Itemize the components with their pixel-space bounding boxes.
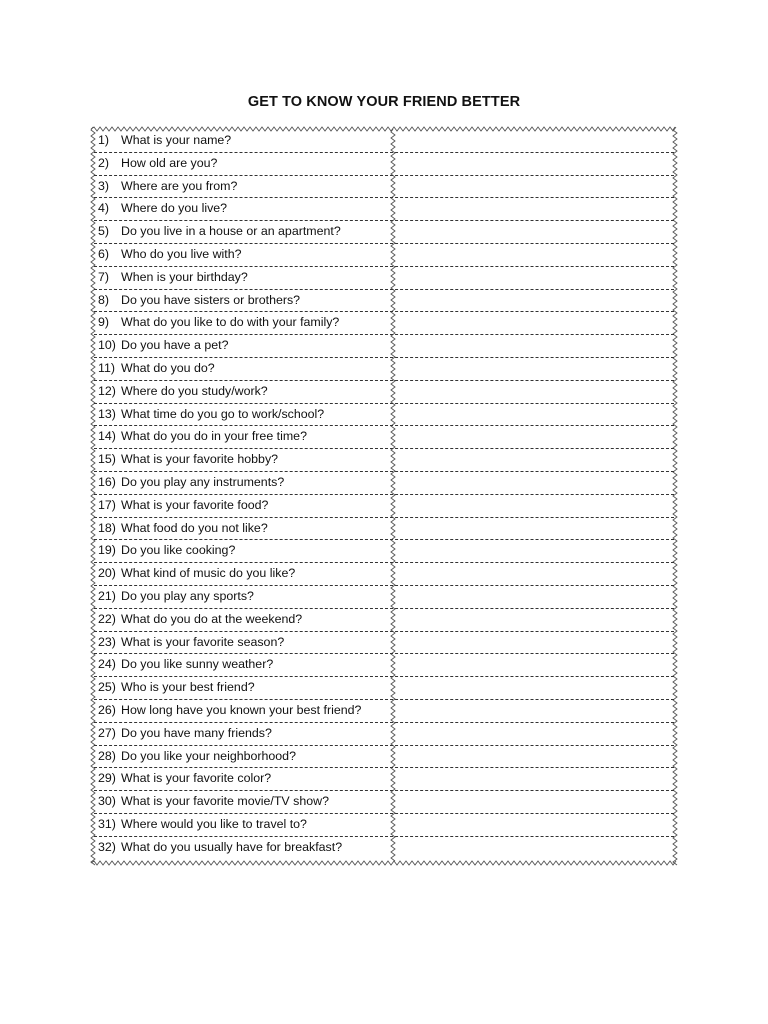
- question-number: 1): [98, 133, 110, 147]
- table-row: [94, 358, 674, 381]
- table-row: [94, 244, 674, 267]
- answer-cell[interactable]: [391, 130, 674, 152]
- question-text: What do you do?: [121, 360, 215, 375]
- answer-cell[interactable]: [391, 586, 674, 608]
- answer-cell[interactable]: [391, 335, 674, 357]
- question-cell: [94, 312, 391, 334]
- question-number: 29): [98, 771, 116, 786]
- answer-cell[interactable]: [391, 176, 674, 198]
- question-cell: [94, 221, 391, 243]
- question-text: Do you have sisters or brothers?: [121, 292, 301, 307]
- question-number: 19): [98, 543, 116, 558]
- answer-cell[interactable]: [391, 495, 674, 517]
- question-number: 18): [98, 520, 116, 535]
- question-cell: [94, 791, 391, 813]
- table-row: [94, 221, 674, 244]
- question-text: What food do you not like?: [121, 520, 268, 535]
- question-number: 20): [98, 566, 116, 581]
- question-text: What is your favorite season?: [121, 634, 285, 649]
- question-text: What do you usually have for breakfast?: [121, 839, 343, 854]
- question-cell: [94, 198, 391, 220]
- answer-cell[interactable]: [391, 381, 674, 403]
- question-text: Do you have many friends?: [121, 725, 272, 740]
- question-text: Do you have a pet?: [121, 338, 229, 353]
- answer-cell[interactable]: [391, 746, 674, 768]
- question-number: 30): [98, 794, 116, 809]
- question-number: 25): [98, 680, 116, 695]
- table-row: [94, 495, 674, 518]
- question-text: What do you like to do with your family?: [121, 315, 340, 330]
- question-cell: [94, 563, 391, 585]
- question-number: 4): [98, 201, 110, 216]
- question-number: 17): [98, 497, 116, 512]
- answer-cell[interactable]: [391, 654, 674, 676]
- table-row: [94, 198, 674, 221]
- table-row: [94, 449, 674, 472]
- table-row: [94, 153, 674, 176]
- question-text: What is your favorite color?: [121, 771, 272, 786]
- question-cell: [94, 746, 391, 768]
- question-cell: [94, 472, 391, 494]
- answer-cell[interactable]: [391, 267, 674, 289]
- answer-cell[interactable]: [391, 814, 674, 836]
- question-text: What is your favorite hobby?: [121, 452, 279, 467]
- table-row: [94, 472, 674, 495]
- question-number: 23): [98, 634, 116, 649]
- answer-cell[interactable]: [391, 312, 674, 334]
- table-row: [94, 290, 674, 313]
- question-text: How old are you?: [121, 155, 218, 170]
- question-number: 32): [98, 839, 116, 854]
- table-row: [94, 609, 674, 632]
- question-cell: [94, 426, 391, 448]
- answer-cell[interactable]: [391, 449, 674, 471]
- question-text: Where would you like to travel to?: [121, 816, 307, 831]
- question-text: What is your favorite food?: [121, 497, 269, 512]
- answer-cell[interactable]: [391, 244, 674, 266]
- answer-cell[interactable]: [391, 472, 674, 494]
- answer-cell[interactable]: [391, 518, 674, 540]
- table-row: [94, 723, 674, 746]
- question-cell: [94, 495, 391, 517]
- question-number: 13): [98, 406, 116, 421]
- question-cell: [94, 837, 391, 860]
- question-cell: [94, 609, 391, 631]
- question-number: 3): [98, 178, 110, 193]
- question-number: 15): [98, 452, 116, 467]
- table-row: [94, 426, 674, 449]
- table-row: [94, 746, 674, 769]
- question-number: 26): [98, 702, 116, 717]
- question-grid: [94, 130, 674, 860]
- question-cell: [94, 518, 391, 540]
- table-row: [94, 837, 674, 860]
- table-row: [94, 632, 674, 655]
- table-row: [94, 677, 674, 700]
- question-cell: [94, 244, 391, 266]
- question-cell: [94, 723, 391, 745]
- question-text: What is your favorite movie/TV show?: [121, 794, 329, 809]
- question-text: Do you play any instruments?: [121, 474, 285, 489]
- question-number: 21): [98, 588, 116, 603]
- answer-cell[interactable]: [391, 290, 674, 312]
- answer-cell[interactable]: [391, 358, 674, 380]
- question-text: Where do you study/work?: [121, 383, 268, 398]
- question-cell: [94, 153, 391, 175]
- question-text: What kind of music do you like?: [121, 566, 296, 581]
- question-text: Do you like cooking?: [121, 543, 236, 558]
- table-row: [94, 791, 674, 814]
- question-text: Who do you live with?: [121, 246, 242, 261]
- table-row: [94, 518, 674, 541]
- question-text: What do you do in your free time?: [121, 429, 307, 444]
- answer-cell[interactable]: [391, 153, 674, 175]
- question-cell: [94, 654, 391, 676]
- question-number: 6): [98, 246, 110, 261]
- question-number: 28): [98, 748, 116, 763]
- answer-cell[interactable]: [391, 837, 674, 860]
- question-cell: [94, 358, 391, 380]
- answer-cell[interactable]: [391, 563, 674, 585]
- question-number: 9): [98, 315, 110, 330]
- answer-cell[interactable]: [391, 609, 674, 631]
- question-cell: [94, 677, 391, 699]
- question-text: When is your birthday?: [121, 269, 248, 284]
- question-number: 22): [98, 611, 116, 626]
- question-number: 8): [98, 292, 110, 307]
- question-number: 31): [98, 816, 116, 831]
- answer-cell[interactable]: [391, 404, 674, 426]
- question-number: 11): [98, 360, 115, 375]
- table-row: [94, 130, 674, 153]
- answer-cell[interactable]: [391, 540, 674, 562]
- question-text: Do you like sunny weather?: [121, 657, 274, 672]
- question-cell: [94, 632, 391, 654]
- question-cell: [94, 290, 391, 312]
- question-text: Who is your best friend?: [121, 680, 255, 695]
- question-number: 5): [98, 224, 110, 239]
- question-cell: [94, 404, 391, 426]
- question-cell: [94, 768, 391, 790]
- question-cell: [94, 814, 391, 836]
- question-number: 10): [98, 338, 116, 353]
- answer-cell[interactable]: [391, 723, 674, 745]
- table-row: [94, 563, 674, 586]
- question-text: How long have you known your best friend?: [121, 702, 362, 717]
- question-cell: [94, 130, 391, 152]
- question-number: 12): [98, 383, 116, 398]
- question-cell: [94, 586, 391, 608]
- question-text: What time do you go to work/school?: [121, 406, 325, 421]
- answer-cell[interactable]: [391, 221, 674, 243]
- question-cell: [94, 381, 391, 403]
- question-text: Do you play any sports?: [121, 588, 254, 603]
- question-table: [90, 126, 678, 866]
- table-row: [94, 381, 674, 404]
- answer-cell[interactable]: [391, 700, 674, 722]
- table-row: [94, 586, 674, 609]
- table-row: [94, 768, 674, 791]
- question-number: 27): [98, 725, 116, 740]
- answer-cell[interactable]: [391, 677, 674, 699]
- table-row: [94, 814, 674, 837]
- question-number: 16): [98, 474, 116, 489]
- question-cell: [94, 176, 391, 198]
- answer-cell[interactable]: [391, 198, 674, 220]
- answer-cell[interactable]: [391, 632, 674, 654]
- question-cell: [94, 540, 391, 562]
- question-cell: [94, 700, 391, 722]
- question-text: Do you like your neighborhood?: [121, 748, 296, 763]
- question-cell: [94, 335, 391, 357]
- question-number: 7): [98, 269, 110, 284]
- question-number: 2): [98, 155, 110, 170]
- table-row: [94, 540, 674, 563]
- table-row: [94, 700, 674, 723]
- question-cell: [94, 267, 391, 289]
- question-number: 14): [98, 429, 116, 444]
- question-cell: [94, 449, 391, 471]
- answer-cell[interactable]: [391, 426, 674, 448]
- question-text: What is your name?: [121, 133, 232, 147]
- table-row: [94, 312, 674, 335]
- question-text: Do you live in a house or an apartment?: [121, 224, 341, 239]
- question-number: 24): [98, 657, 116, 672]
- worksheet-title: GET TO KNOW YOUR FRIEND BETTER: [247, 94, 521, 110]
- table-row: [94, 404, 674, 427]
- table-row: [94, 267, 674, 290]
- table-row: [94, 335, 674, 358]
- question-text: Where do you live?: [121, 201, 228, 216]
- table-row: [94, 176, 674, 199]
- question-text: What do you do at the weekend?: [121, 611, 303, 626]
- question-text: Where are you from?: [121, 178, 238, 193]
- answer-cell[interactable]: [391, 768, 674, 790]
- table-row: [94, 654, 674, 677]
- answer-cell[interactable]: [391, 791, 674, 813]
